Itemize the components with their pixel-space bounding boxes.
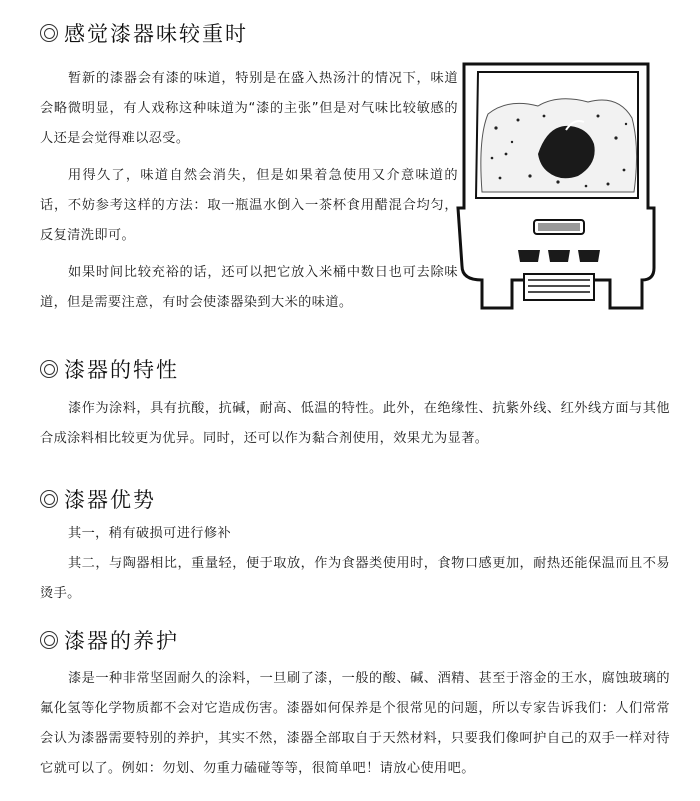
section-title: 感觉漆器味较重时 xyxy=(64,22,248,46)
section-heading-lacquer-properties xyxy=(40,354,179,384)
section-heading-lacquer-odor xyxy=(40,18,248,48)
section-heading-lacquer-care xyxy=(40,625,179,655)
section-title: 漆器的特性 xyxy=(64,358,179,382)
double-circle-icon xyxy=(40,490,58,508)
double-circle-icon xyxy=(40,360,58,378)
paragraph: 漆作为涂料，具有抗酸，抗碱，耐高、低温的特性。此外，在绝缘性、抗紫外线、红外线方面与其他合成涂料相比较更为优异。同时，还可以作为黏合剂使用，效果尤为显著。 xyxy=(40,401,670,446)
double-circle-icon xyxy=(40,631,58,649)
paragraph: 其二，与陶器相比，重量轻，便于取放，作为食器类使用时，食物口感更加，耐热还能保温而且不易烫手。 xyxy=(40,556,670,601)
rice-bin-icon xyxy=(448,58,670,320)
paragraph: 用得久了，味道自然会消失，但是如果着急使用又介意味道的话，不妨参考这样的方法：取一瓶温水倒入一茶杯食用醋混合均匀，反复清洗即可。 xyxy=(40,168,458,243)
paragraph: 暂新的漆器会有漆的味道，特别是在盛入热汤汁的情况下，味道会略微明显，有人戏称这种味道为“漆的主张”但是对气味比较敏感的人还是会觉得难以忍受。 xyxy=(40,71,458,146)
section-title: 漆器优势 xyxy=(64,488,156,512)
paragraph: 如果时间比较充裕的话，还可以把它放入米桶中数日也可去除味道，但是需要注意，有时会使漆器染到大米的味道。 xyxy=(40,265,458,310)
section-heading-lacquer-advantages xyxy=(40,484,156,514)
paragraph: 其一，稍有破损可进行修补 xyxy=(68,526,232,541)
section-title: 漆器的养护 xyxy=(64,629,179,653)
paragraph: 漆是一种非常坚固耐久的涂料，一旦刷了漆，一般的酸、碱、酒精、甚至于溶金的王水，腐蚀玻璃的氟化氢等化学物质都不会对它造成伤害。漆器如何保养是个很常见的问题，所以专家告诉我们：人们常常会认为漆器需要特别的养护，其实不然，漆器全部取自于天然材料，只要我们像呵护自己的双手一样对待它就可以了。例如：勿划、勿重力磕碰等等，很简单吧！请放心使用吧。 xyxy=(40,671,670,776)
double-circle-icon xyxy=(40,24,58,42)
